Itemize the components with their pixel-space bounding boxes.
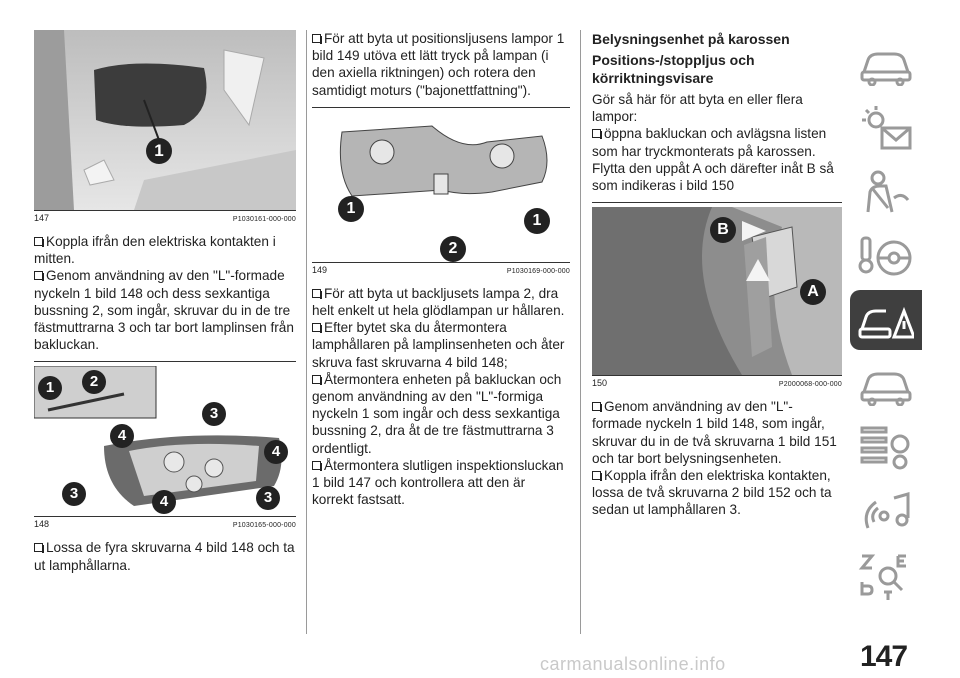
- alphabetical-index-icon: [858, 552, 914, 600]
- figure-150-image: [592, 207, 842, 375]
- figure-148: [34, 366, 296, 531]
- list-item: För att byta ut backljusets lampa 2, dra helt enkelt ut hela glödlampan ur hållaren.: [312, 285, 565, 319]
- tab-safety[interactable]: [850, 162, 922, 222]
- tab-technical-data[interactable]: [850, 418, 922, 478]
- figure-150-caption: [592, 375, 842, 390]
- list-item: Återmontera enheten på bakluckan och genom användning av den "L"-formiga nyckeln 1 som ingår och dess sexkantiga bussning 2, dra åt de tre fästmuttrarna 3 ordentligt.: [312, 371, 562, 456]
- car-dashboard-icon: [858, 42, 914, 86]
- figure-148-callout-3c: 3: [256, 486, 280, 510]
- figure-148-callout-4a: 4: [110, 424, 134, 448]
- page-number: 147: [860, 640, 908, 673]
- figure-147: [34, 30, 296, 225]
- column-2: [312, 30, 570, 508]
- figure-148-callout-1: 1: [38, 376, 62, 400]
- figure-149-callout-1a: 1: [338, 196, 364, 222]
- tab-index[interactable]: [850, 546, 922, 606]
- list-item: Koppla ifrån den elektriska kontakten, lossa de två skruvarna 2 bild 152 och ta sedan ut lamphållaren 3.: [592, 468, 832, 518]
- intro-text: Gör så här för att byta en eller flera lampor:: [592, 92, 803, 125]
- figure-148-code: P1030165-000-000: [232, 522, 296, 530]
- figure-147-number: 147: [34, 213, 50, 223]
- bullet-icon: [312, 34, 321, 43]
- bullet-icon: [592, 402, 601, 411]
- technical-data-gears-icon: [858, 424, 914, 472]
- figure-147-code: P1030161-000-000: [232, 216, 296, 223]
- figure-149-image: [312, 112, 570, 262]
- figure-147-image: [34, 30, 296, 210]
- figure-149-callout-1b: 1: [524, 208, 550, 234]
- bullet-icon: [592, 471, 601, 480]
- tab-multimedia[interactable]: [850, 482, 922, 542]
- figure-149-code: P1030169-000-000: [506, 267, 570, 275]
- emergency-warning-icon: [858, 297, 914, 343]
- figure-149-number: 149: [312, 264, 328, 275]
- figure-150: [592, 207, 842, 390]
- column-divider-1: [306, 30, 307, 634]
- figure-149-callout-2: 2: [440, 236, 466, 262]
- bullet-icon: [312, 323, 321, 332]
- tab-starting-driving[interactable]: [850, 226, 922, 286]
- figure-148-caption: [34, 516, 296, 531]
- tab-warning-lights[interactable]: [850, 98, 922, 158]
- figure-148-image: [34, 366, 296, 516]
- figure-150-callout-a: A: [800, 279, 826, 305]
- list-item: Efter bytet ska du återmontera lamphållaren på lamplinsenheten och åter skruva fast skruvarna 4 bild 148;: [312, 320, 565, 370]
- list-item: Lossa de fyra skruvarna 4 bild 148 och ta ut lamphållarna.: [34, 540, 295, 573]
- tab-maintenance[interactable]: [850, 354, 922, 414]
- figure-148-callout-3b: 3: [62, 482, 86, 506]
- bullet-icon: [34, 237, 43, 246]
- figure-148-number: 148: [34, 519, 50, 530]
- figure-148-top-rule: [34, 361, 296, 362]
- figure-148-callout-4b: 4: [264, 440, 288, 464]
- list-item: öppna bakluckan och avlägsna listen som har tryckmonterats på karossen. Flytta den uppåt A och därefter inåt B så som indikeras i bild 150: [592, 126, 834, 194]
- chapter-tabs: [850, 34, 922, 610]
- figure-150-callout-b: B: [710, 217, 736, 243]
- list-item: Återmontera slutligen inspektionsluckan 1 bild 147 och kontrollera att den är korrekt fastsatt.: [312, 457, 564, 508]
- bullet-icon: [34, 543, 43, 552]
- bullet-icon: [312, 375, 321, 384]
- column-1: [34, 30, 296, 574]
- figure-150-code: P2000068-000-000: [778, 381, 842, 389]
- figure-147-caption: [34, 210, 296, 225]
- figure-148-callout-3a: 3: [202, 402, 226, 426]
- bullet-icon: [312, 461, 321, 470]
- figure-150-number: 150: [592, 378, 608, 389]
- figure-150-arrow-b: [742, 221, 766, 241]
- figure-149-top-rule: [312, 107, 570, 108]
- warning-lights-message-icon: [858, 104, 914, 152]
- figure-148-callout-4c: 4: [152, 490, 176, 514]
- figure-148-callout-2: 2: [82, 370, 106, 394]
- car-maintenance-icon: [858, 362, 914, 406]
- list-item: Genom användning av den "L"-formade nyckeln 1 bild 148, som ingår, skruvar du in de två skruvarna 1 bild 151 och tar bort belysningsenheten.: [592, 399, 837, 466]
- list-item: Koppla ifrån den elektriska kontakten i mitten.: [34, 234, 276, 267]
- figure-149-caption: [312, 262, 570, 277]
- key-steering-wheel-icon: [858, 232, 914, 280]
- bullet-icon: [592, 129, 601, 138]
- bullet-icon: [34, 271, 43, 280]
- figure-149: [312, 112, 570, 277]
- figure-150-arrow-a: [746, 259, 770, 281]
- tab-emergency[interactable]: [850, 290, 922, 350]
- multimedia-icon: [858, 488, 914, 536]
- subsection-heading: Positions-/stoppljus och körriktningsvisare: [592, 52, 755, 86]
- watermark: carmanualsonline.info: [540, 654, 726, 674]
- column-divider-2: [580, 30, 581, 634]
- list-item: Genom användning av den "L"-formade nyckeln 1 bild 148 och dess sexkantiga bussning 2, som ingår, skruvar du in de tre fästmuttrarna 3 och tar bort lamplinsen från bakluckan.: [34, 268, 294, 353]
- figure-147-callout-1: 1: [146, 138, 172, 164]
- figure-150-top-rule: [592, 202, 842, 203]
- section-heading: Belysningsenhet på karossen: [592, 31, 790, 47]
- tab-dashboard[interactable]: [850, 34, 922, 94]
- list-item: För att byta ut positionsljusens lampor 1 bild 149 utöva ett lätt tryck på lampan (i den axiella riktningen) och rotera den samtidigt moturs ("bajonettfattning").: [312, 31, 565, 98]
- column-3: [592, 30, 842, 519]
- bullet-icon: [312, 289, 321, 298]
- seatbelt-airbag-icon: [858, 168, 914, 216]
